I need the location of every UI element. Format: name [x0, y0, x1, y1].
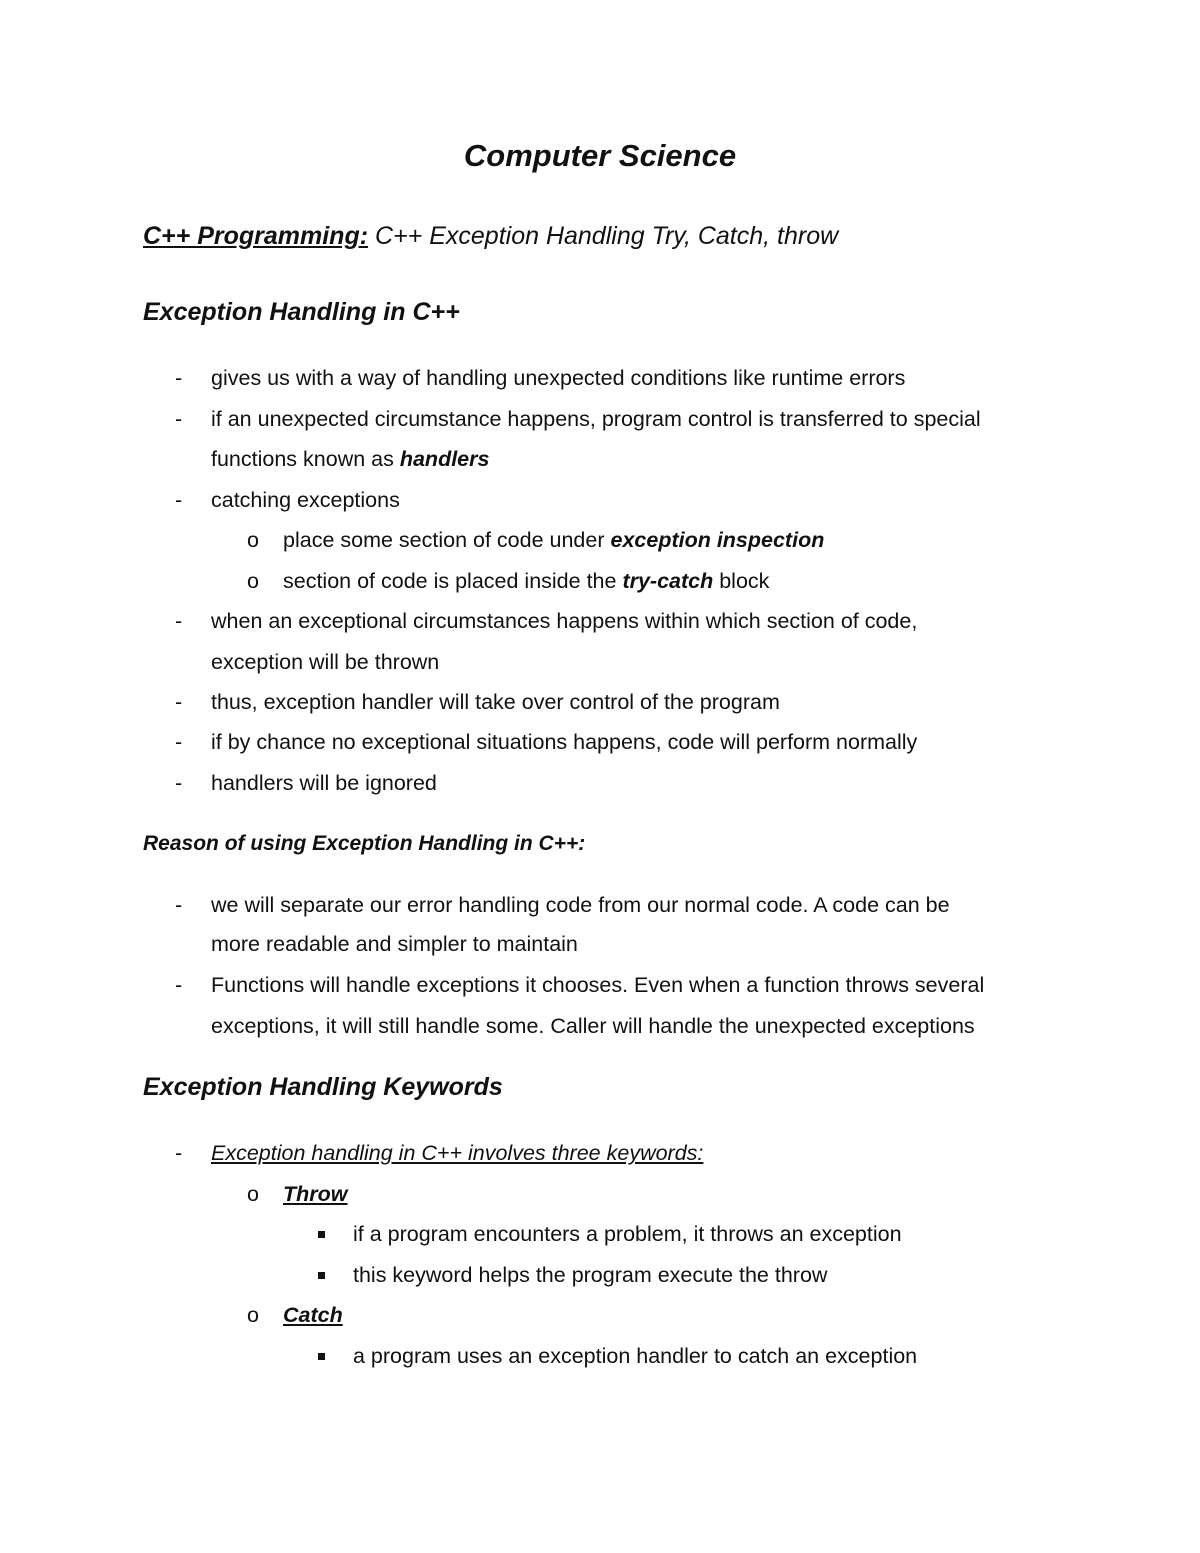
section-heading-reason: Reason of using Exception Handling in C++: — [143, 832, 586, 855]
dash-marker: - — [175, 690, 183, 714]
bullet-text: catching exceptions — [211, 488, 400, 512]
dash-marker: - — [175, 609, 183, 633]
bullet-text-continued: more readable and simpler to maintain — [211, 932, 578, 956]
dash-marker: - — [175, 730, 183, 754]
circle-marker: o — [247, 1303, 259, 1327]
bullet-text: handlers will be ignored — [211, 771, 437, 795]
text-run: section of code is placed inside the — [283, 569, 623, 593]
text-run: block — [713, 569, 770, 593]
subtitle — [143, 222, 838, 251]
keyword-item: this keyword helps the program execute the throw — [353, 1263, 828, 1287]
bullet-text: when an exceptional circumstances happens within which section of code, — [211, 609, 918, 633]
bullet-text-continued: exceptions, it will still handle some. Caller will handle the unexpected exceptions — [211, 1014, 975, 1038]
page-title: Computer Science — [463, 138, 737, 173]
emphasis-handlers: handlers — [399, 447, 490, 471]
circle-marker: o — [247, 528, 259, 552]
keyword-item: if a program encounters a problem, it throws an exception — [353, 1222, 902, 1246]
sub-bullet-text — [283, 528, 824, 553]
bullet-text-continued — [211, 447, 489, 472]
square-bullet-icon — [318, 1272, 325, 1279]
subtitle-rest: C++ Exception Handling Try, Catch, throw — [368, 222, 839, 250]
keyword-item: a program uses an exception handler to catch an exception — [353, 1344, 918, 1368]
square-bullet-icon — [318, 1353, 325, 1360]
bullet-text: Functions will handle exceptions it chooses. Even when a function throws several — [211, 973, 985, 997]
bullet-text: thus, exception handler will take over control of the program — [211, 690, 780, 714]
emphasis-exception-inspection: exception inspection — [610, 528, 825, 552]
bullet-text: gives us with a way of handling unexpected conditions like runtime errors — [211, 366, 906, 390]
keywords-intro: Exception handling in C++ involves three keywords: — [211, 1141, 704, 1165]
circle-marker: o — [247, 1182, 259, 1206]
emphasis-try-catch: try-catch — [622, 569, 714, 593]
dash-marker: - — [175, 973, 183, 997]
text-run: place some section of code under — [283, 528, 611, 552]
keyword-catch: Catch — [283, 1303, 343, 1327]
square-bullet-icon — [318, 1231, 325, 1238]
dash-marker: - — [175, 407, 183, 431]
dash-marker: - — [175, 488, 183, 512]
dash-marker: - — [175, 771, 183, 795]
section-heading-keywords: Exception Handling Keywords — [143, 1073, 503, 1101]
bullet-text: if by chance no exceptional situations happens, code will perform normally — [211, 730, 918, 754]
bullet-text: we will separate our error handling code from our normal code. A code can be — [211, 893, 950, 917]
dash-marker: - — [175, 893, 183, 917]
bullet-text: if an unexpected circumstance happens, program control is transferred to special — [211, 407, 981, 431]
sub-bullet-text — [283, 569, 769, 594]
section-heading-exception-handling: Exception Handling in C++ — [143, 298, 460, 326]
circle-marker: o — [247, 569, 259, 593]
keyword-throw: Throw — [283, 1182, 348, 1206]
subtitle-lead: C++ Programming: — [143, 222, 369, 250]
text-run: functions known as — [211, 447, 400, 471]
dash-marker: - — [175, 366, 183, 390]
dash-marker: - — [175, 1141, 183, 1165]
bullet-text-continued: exception will be thrown — [211, 650, 440, 674]
